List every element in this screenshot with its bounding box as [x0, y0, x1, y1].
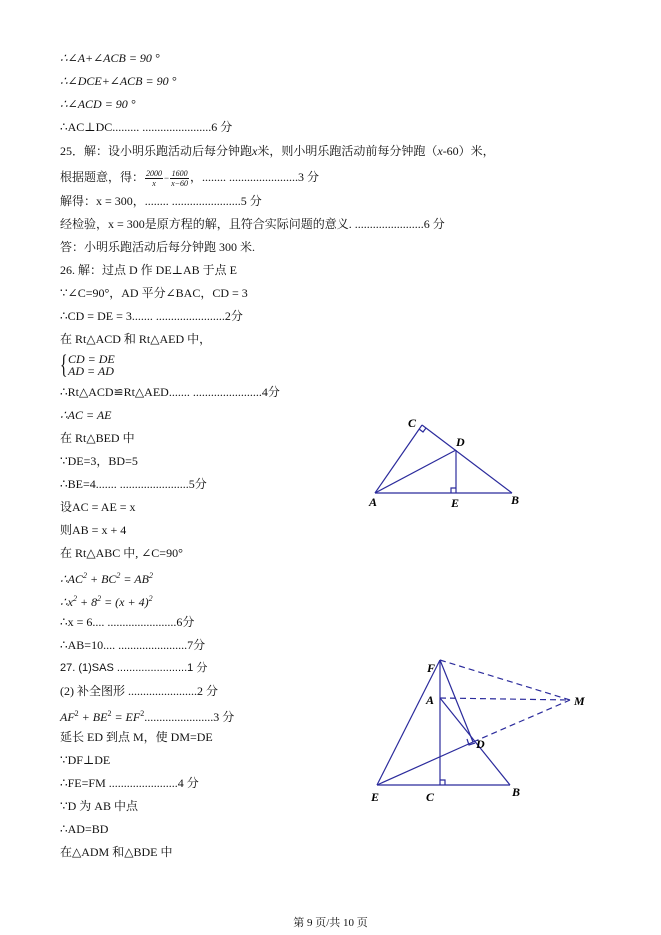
label-b2: B	[512, 785, 521, 799]
q27-df-de: ∵DF⊥DE	[60, 753, 111, 767]
label-c2: C	[426, 790, 435, 804]
q26-start: 26. 解：过点 D 作 DE⊥AB 于点 E	[60, 263, 237, 277]
figure-triangle-efm	[365, 650, 600, 810]
segment-am-dashed	[440, 698, 570, 700]
q26-brace: {	[60, 350, 68, 379]
q26-in-abc: 在 Rt△ABC 中, ∠C=90°	[60, 546, 183, 560]
sq-5: 2	[97, 594, 102, 603]
q26-o-a: ∴x	[60, 595, 73, 609]
segment-fd	[440, 660, 473, 742]
q25-var-x: x	[252, 144, 258, 158]
label-c: C	[408, 416, 417, 430]
sq-8: 2	[107, 709, 112, 718]
q26-cond-1: CD = DE	[68, 352, 115, 366]
q27-relation	[60, 707, 234, 724]
q26-pythagoras	[60, 569, 153, 586]
segment-ac	[375, 425, 422, 493]
q26-cond-2: AD = AD	[68, 364, 114, 378]
q25-text-c: -60）米，	[442, 144, 495, 158]
sq-7: 2	[74, 709, 79, 718]
line-angle-acd: ∴∠ACD = 90 °	[60, 97, 136, 111]
q25-fraction-1	[145, 169, 163, 188]
segment-dm-dashed	[473, 700, 570, 742]
q26-x-value: ∴x = 6.... .......................6分	[60, 615, 195, 629]
q27-part1: 27. (1)SAS .......................1 分	[60, 662, 208, 674]
q27-fe-fm: ∴FE=FM .......................4 分	[60, 776, 199, 790]
q27-c-c: = EF	[111, 710, 141, 724]
segment-ad	[375, 450, 456, 493]
q26-o-b: + 8	[76, 595, 98, 609]
label-e2: E	[371, 790, 380, 804]
q25-eq-post: ，........ .......................3 分	[190, 170, 320, 184]
sq-3: 2	[148, 571, 153, 580]
q27-c-d: .......................3 分	[144, 710, 235, 724]
q27-c-b: + BE	[78, 710, 108, 724]
q25-text-a: 25．解：设小明乐跑活动后每分钟跑	[60, 144, 253, 158]
q26-in-bed: 在 Rt△BED 中	[60, 431, 135, 445]
q26-n-c: = AB	[120, 572, 149, 586]
q26-n-b: + BC	[86, 572, 117, 586]
line-perpendicular: ∴AC⊥DC......... .......................6 分	[60, 120, 233, 134]
line-angle-dce: ∴∠DCE+∠ACB = 90 °	[60, 74, 177, 88]
q26-ac-ae: ∴AC = AE	[60, 408, 112, 422]
q25-minus: −	[164, 173, 170, 183]
q25-frac2-num: 1600	[171, 168, 188, 178]
segment-cb	[422, 425, 512, 493]
q27-part2: (2) 补全图形 .......................2 分	[60, 684, 218, 698]
label-d2: D	[476, 737, 485, 751]
label-d: D	[456, 435, 465, 449]
q27-extend: 延长 ED 到点 M，使 DM=DE	[60, 730, 213, 744]
right-angle-mark-c2	[440, 780, 445, 785]
label-m2: M	[574, 694, 585, 708]
figure-triangle-abc	[360, 410, 530, 515]
q26-congruent: ∴Rt△ACD≌Rt△AED....... .......................4分	[60, 385, 280, 399]
q26-in-triangles: 在 Rt△ACD 和 Rt△AED 中，	[60, 332, 212, 346]
right-angle-mark-e	[451, 488, 456, 493]
label-a: A	[369, 495, 378, 509]
q26-be: ∴BE=4....... .......................5分	[60, 477, 207, 491]
q26-ab-expr: 则AB = x + 4	[60, 523, 127, 537]
q27-ad-bd: ∴AD=BD	[60, 822, 109, 836]
q25-setup	[60, 144, 495, 158]
q25-answer: 答：小明乐跑活动后每分钟跑 300 米.	[60, 240, 256, 254]
segment-ef	[377, 660, 440, 785]
q26-n-a: ∴AC	[60, 572, 83, 586]
sq-9: 2	[140, 709, 145, 718]
sq-4: 2	[72, 594, 77, 603]
label-b: B	[511, 493, 520, 507]
segment-fm-dashed	[440, 660, 570, 700]
q26-o-c: = (x + 4)	[101, 595, 149, 609]
line-angle-sum: ∴∠A+∠ACB = 90 °	[60, 51, 160, 65]
label-e: E	[451, 496, 460, 510]
q26-given: ∵∠C=90°，AD 平分∠BAC，CD = 3	[60, 286, 248, 300]
q26-let-x: 设AC = AE = x	[60, 500, 136, 514]
q25-check: 经检验，x = 300是原方程的解，且符合实际问题的意义. .......................6 分	[60, 217, 445, 231]
q25-frac1-den: x	[152, 178, 156, 188]
sq-2: 2	[116, 571, 121, 580]
q25-fraction-2	[170, 169, 189, 188]
q25-frac2-den: x−60	[171, 178, 189, 188]
q25-eq-pre: 根据题意，得：	[60, 170, 145, 184]
page-footer: 第 9 页/共 10 页	[293, 917, 368, 929]
sq-6: 2	[148, 594, 153, 603]
q25-solve: 解得：x = 300，........ .......................5 分	[60, 194, 262, 208]
q26-de-bd: ∵DE=3，BD=5	[60, 454, 138, 468]
q25-frac1-num: 2000	[146, 168, 163, 178]
label-f2: F	[427, 661, 436, 675]
q25-text-b: 米，则小明乐跑活动前每分钟跑（	[257, 144, 438, 158]
q27-c-a: AF	[60, 710, 75, 724]
q27-midpoint: ∵D 为 AB 中点	[60, 799, 138, 813]
q25-var-x2: x	[437, 144, 443, 158]
label-a2: A	[426, 693, 435, 707]
segment-ed	[377, 742, 473, 785]
sq-1: 2	[82, 571, 87, 580]
q26-ab-value: ∴AB=10.... .......................7分	[60, 638, 206, 652]
q25-equation	[60, 166, 319, 189]
q26-equation	[60, 592, 153, 609]
q27-in-adm-bde: 在△ADM 和△BDE 中	[60, 845, 173, 859]
q26-cd-de: ∴CD = DE = 3....... .......................2分	[60, 309, 243, 323]
